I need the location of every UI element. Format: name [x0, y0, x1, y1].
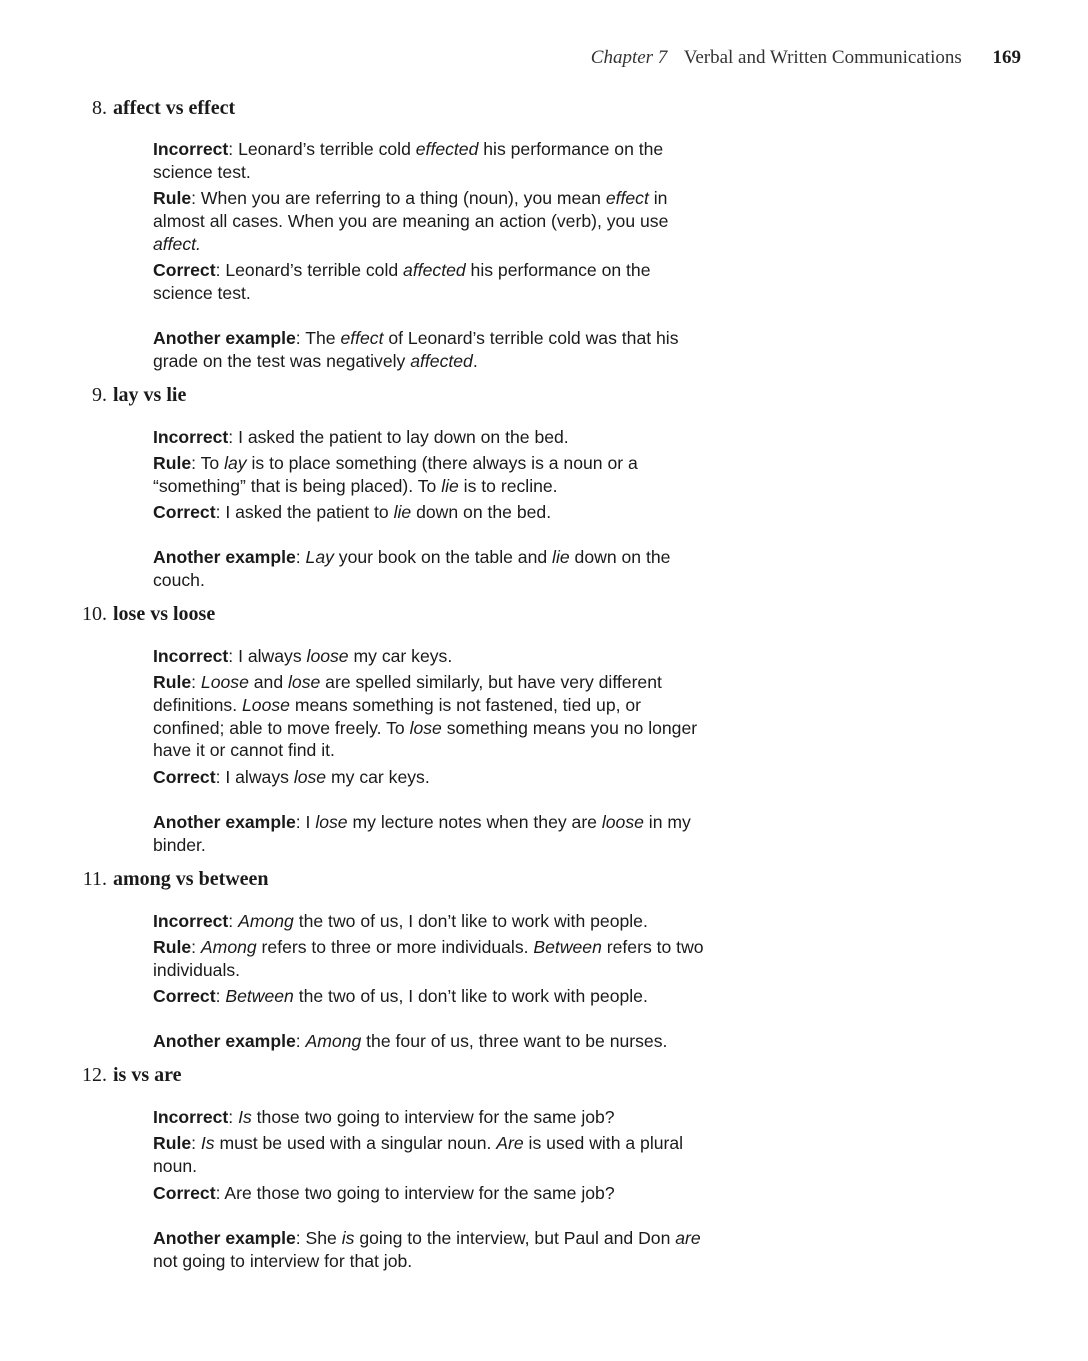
correct-paragraph-label: Correct [153, 986, 216, 1006]
rule-paragraph: Rule: When you are referring to a thing (noun), you mean effect in almost all cases. When you are meaning an action (verb), you use affect. [153, 188, 669, 254]
emphasized-word: affect. [153, 233, 201, 254]
text-segment: is to place something (there always is a noun or a “something” that is being placed). To [153, 453, 638, 496]
text-segment: the two of us, I don’t like to work with people. [293, 986, 648, 1006]
entry-number: 8. [92, 97, 107, 119]
text-segment: my lecture notes when they are [347, 812, 602, 832]
incorrect-paragraph-label: Incorrect [153, 139, 229, 159]
emphasized-word: Are [496, 1133, 524, 1153]
emphasized-word: Lay [305, 547, 334, 567]
emphasized-word: loose [601, 812, 644, 832]
text-segment: is used with a plural noun. [153, 1133, 684, 1176]
text-segment: Leonard’s terrible cold [238, 139, 416, 159]
emphasized-word: Among [238, 911, 294, 931]
text-segment: Are those two going to interview for the same job? [224, 1183, 615, 1203]
text-segment: down on the couch. [153, 547, 671, 590]
correct-paragraph-label: Correct [153, 260, 216, 280]
example-paragraph: Another example: Among the four of us, three want to be nurses. [153, 1031, 668, 1051]
entry-term: lose vs loose [113, 603, 216, 625]
entry-number: 12. [82, 1064, 107, 1086]
text-segment: To [200, 453, 225, 473]
rule-paragraph: Rule: To lay is to place something (there always is a noun or a “something” that is being placed). To lie is to recline. [153, 453, 638, 496]
text-segment: my car keys. [348, 646, 453, 666]
entry-number: 10. [82, 603, 107, 625]
text-segment: I always [225, 767, 294, 787]
emphasized-word: lose [293, 767, 327, 787]
text-segment: the two of us, I don’t like to work with people. [293, 911, 648, 931]
text-segment: I always [238, 646, 307, 666]
text-segment: means something is not fastened, tied up, or confined; able to move freely. To [153, 694, 642, 738]
emphasized-word: Between [533, 937, 602, 957]
rule-paragraph: Rule: Loose and lose are spelled similarly, but have very different definitions. Loose means something is not fastened, tied up, or confined; able to move freely. To lose something means you no longer have it or cannot find it. [153, 672, 698, 761]
rule-paragraph-label: Rule [153, 937, 192, 957]
rule-paragraph-label: Rule [153, 453, 192, 473]
example-paragraph-label: Another example [153, 1031, 296, 1051]
emphasized-word: effect [340, 328, 384, 348]
emphasized-word: lie [441, 475, 459, 496]
correct-paragraph-label: Correct [153, 1183, 216, 1203]
emphasized-word: loose [306, 646, 349, 666]
text-segment: not going to interview for that job. [153, 1250, 413, 1271]
chapter-title: Verbal and Written Communications [683, 47, 962, 68]
text-segment: down on the bed. [411, 502, 552, 522]
emphasized-word: Is [238, 1107, 252, 1127]
correct-paragraph-label: Correct [153, 767, 216, 787]
rule-paragraph-label: Rule [153, 1133, 192, 1153]
text-segment: in almost all cases. When you are meaning an action (verb), you use [153, 188, 669, 231]
incorrect-paragraph: Incorrect: Leonard’s terrible cold effected his performance on the science test. [153, 139, 664, 182]
emphasized-word: effected [415, 139, 479, 159]
entry-heading [0, 97, 235, 120]
incorrect-paragraph: Incorrect: I asked the patient to lay down on the bed. [153, 427, 569, 447]
emphasized-word: Loose [200, 672, 249, 692]
correct-paragraph: Correct: I always lose my car keys. [153, 767, 430, 787]
example-paragraph: Another example: Lay your book on the table and lie down on the couch. [153, 547, 671, 590]
text-segment: Leonard’s terrible cold [225, 260, 404, 280]
rule-paragraph-label: Rule [153, 188, 192, 208]
incorrect-paragraph-label: Incorrect [153, 911, 229, 931]
emphasized-word: lose [288, 672, 321, 692]
entry-term: affect vs effect [113, 97, 236, 119]
text-segment: the four of us, three want to be nurses. [361, 1031, 668, 1051]
incorrect-paragraph-label: Incorrect [153, 1107, 229, 1127]
text-segment: refers to three or more individuals. [256, 937, 534, 957]
emphasized-word: lose [315, 812, 348, 832]
text-segment: your book on the table and [333, 547, 553, 567]
emphasized-word: Between [225, 986, 294, 1006]
text-segment: I asked the patient to [225, 502, 394, 522]
entry-number: 9. [92, 384, 107, 406]
text-segment: in my binder. [153, 812, 691, 855]
text-segment: something means you no longer have it or cannot find it. [153, 717, 698, 761]
example-paragraph-label: Another example [153, 1228, 296, 1248]
emphasized-word: lie [393, 502, 412, 522]
chapter-label: Chapter 7 [590, 47, 668, 68]
page-number: 169 [992, 47, 1021, 68]
rule-paragraph-label: Rule [153, 672, 192, 692]
emphasized-word: are [675, 1228, 701, 1248]
text-segment: those two going to interview for the same job? [251, 1107, 615, 1127]
example-paragraph: Another example: She is going to the interview, but Paul and Don are not going to interview for that job. [153, 1228, 701, 1271]
text-segment: I asked the patient to lay down on the bed. [238, 427, 569, 447]
emphasized-word: affected [403, 260, 466, 280]
example-paragraph: Another example: The effect of Leonard’s terrible cold was that his grade on the test was negatively affected. [153, 328, 679, 371]
text-segment: When you are referring to a thing (noun), you mean [200, 188, 606, 208]
text-segment: The [305, 328, 341, 348]
entry-heading [0, 1064, 182, 1087]
emphasized-word: lay [224, 453, 247, 473]
text-segment: his performance on the science test. [153, 139, 664, 182]
incorrect-paragraph: Incorrect: Among the two of us, I don’t like to work with people. [153, 911, 648, 931]
text-segment: of Leonard’s terrible cold was that his grade on the test was negatively [153, 328, 679, 371]
correct-paragraph: Correct: I asked the patient to lie down on the bed. [153, 502, 552, 522]
entry-heading [0, 603, 215, 626]
text-segment: must be used with a singular noun. [214, 1133, 497, 1153]
entry-heading [0, 868, 269, 891]
emphasized-word: Among [200, 937, 257, 957]
correct-paragraph-label: Correct [153, 502, 216, 522]
entry-term: lay vs lie [113, 384, 187, 406]
emphasized-word: lie [552, 547, 570, 567]
text-segment: going to the interview, but Paul and Don [354, 1228, 676, 1248]
emphasized-word: Among [305, 1031, 362, 1051]
entry-term: among vs between [113, 868, 269, 890]
incorrect-paragraph: Incorrect: Is those two going to interview for the same job? [153, 1107, 615, 1127]
correct-paragraph: Correct: Are those two going to interview for the same job? [153, 1183, 615, 1203]
emphasized-word: Is [200, 1133, 215, 1153]
text-segment: I [305, 812, 316, 832]
example-paragraph-label: Another example [153, 328, 296, 348]
emphasized-word: affected [410, 350, 473, 371]
example-paragraph-label: Another example [153, 547, 296, 567]
incorrect-paragraph-label: Incorrect [153, 427, 229, 447]
emphasized-word: Loose [242, 694, 290, 715]
incorrect-paragraph-label: Incorrect [153, 646, 229, 666]
text-segment: She [305, 1228, 342, 1248]
text-segment: and [248, 672, 288, 692]
running-header [591, 47, 1021, 69]
text-segment: his performance on the science test. [153, 260, 651, 303]
example-paragraph: Another example: I lose my lecture notes when they are loose in my binder. [153, 812, 691, 855]
entry-number: 11. [82, 868, 107, 890]
example-paragraph-label: Another example [153, 812, 296, 832]
text-segment: refers to two individuals. [153, 937, 704, 980]
rule-paragraph: Rule: Is must be used with a singular noun. Are is used with a plural noun. [153, 1133, 684, 1176]
text-segment: my car keys. [326, 767, 430, 787]
text-segment: are spelled similarly, but have very different definitions. [153, 672, 662, 715]
emphasized-word: effect [605, 188, 649, 208]
text-segment: . [472, 350, 478, 371]
incorrect-paragraph: Incorrect: I always loose my car keys. [153, 646, 453, 666]
text-segment: is to recline. [458, 475, 558, 496]
entry-term: is vs are [113, 1064, 182, 1086]
rule-paragraph: Rule: Among refers to three or more individuals. Between refers to two individuals. [153, 937, 704, 980]
correct-paragraph: Correct: Between the two of us, I don’t like to work with people. [153, 986, 648, 1006]
entry-heading [0, 384, 186, 407]
emphasized-word: is [341, 1228, 355, 1248]
correct-paragraph: Correct: Leonard’s terrible cold affected his performance on the science test. [153, 260, 651, 303]
emphasized-word: lose [409, 717, 442, 738]
